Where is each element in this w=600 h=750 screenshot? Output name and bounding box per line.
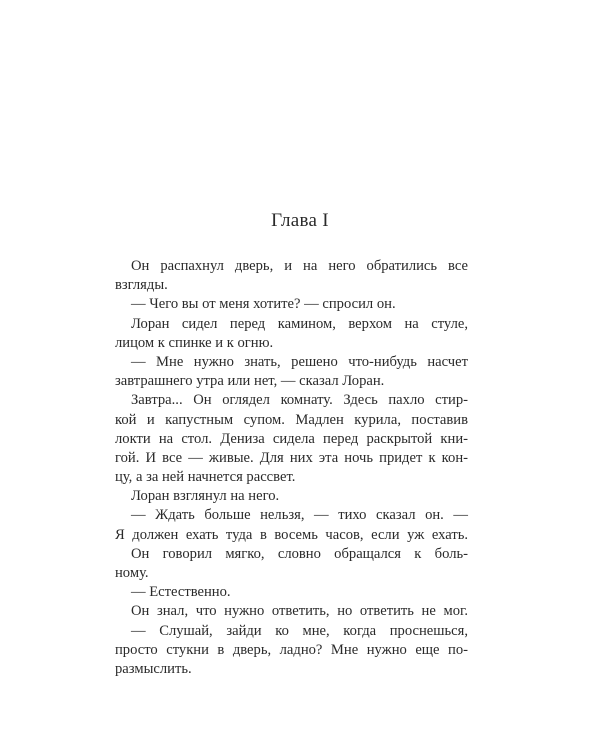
chapter-title: Глава I [271,210,329,231]
text-line: завтрашнего утра или нет, — сказал Лоран. [115,373,385,390]
text-line: цу, а за ней начнется рассвет. [115,469,296,486]
text-line: Он знал, что нужно ответить, но ответить не мог. [131,603,468,620]
text-line: ному. [115,565,149,581]
text-line: Лоран взглянул на него. [131,488,280,505]
text-line: гой. И все — живые. Для них эта ночь придет к кон- [115,449,468,466]
text-line: — Ждать больше нельзя, — тихо сказал он. — [131,507,468,524]
text-line: — Мне нужно знать, решено что-нибудь насчет [131,353,468,370]
text-line: локти на стол. Дениза сидела перед раскрытой кни- [115,430,468,447]
text-line: кой и капустным супом. Мадлен курила, поставив [115,411,468,428]
text-line: Он говорил мягко, словно обращался к боль- [131,545,468,562]
text-line: — Чего вы от меня хотите? — спросил он. [131,296,396,313]
text-line: Завтра... Он оглядел комнату. Здесь пахло стир- [131,392,468,409]
text-line: взгляды. [115,277,168,294]
text-line: размыслить. [115,660,192,677]
text-line: Он распахнул дверь, и на него обратились все [131,258,468,274]
text-line: Лоран сидел перед камином, верхом на стуле, [131,315,468,332]
chapter-text [115,257,468,679]
text-line: Я должен ехать туда в восемь часов, если уж ехать. [115,526,468,543]
text-line: лицом к спинке и к огню. [115,334,274,351]
text-line: — Слушай, зайди ко мне, когда проснешься, [131,622,468,639]
text-line: — Естественно. [131,584,231,601]
text-line: просто стукни в дверь, ладно? Мне нужно еще по- [115,641,468,658]
